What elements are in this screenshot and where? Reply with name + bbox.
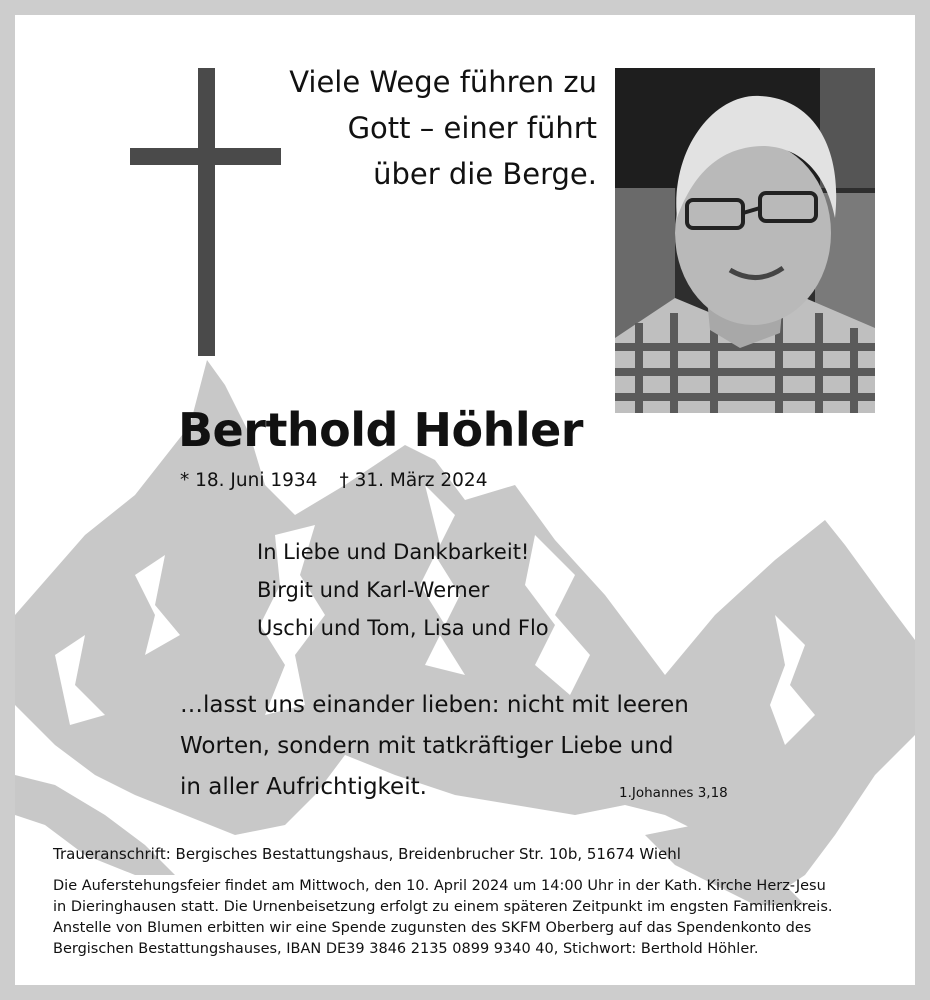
motto-line: Gott – einer führt <box>347 111 597 145</box>
mourners-line: Uschi und Tom, Lisa und Flo <box>257 616 549 640</box>
notice-line: in Dieringhausen statt. Die Urnenbeisetzung erfolgt zu einem späteren Zeitpunkt im engsten Familienkreis. <box>53 899 833 915</box>
notice-line: Die Auferstehungsfeier findet am Mittwoch, den 10. April 2024 um 14:00 Uhr in der Kath. Kirche Herz-Jesu <box>53 878 826 894</box>
verse-line: …lasst uns einander lieben: nicht mit leeren <box>180 692 689 718</box>
birth-date: * 18. Juni 1934 <box>180 470 318 491</box>
motto-line: über die Berge. <box>373 157 597 191</box>
verse-line: Worten, sondern mit tatkräftiger Liebe und <box>180 733 674 759</box>
cross-icon <box>198 68 215 356</box>
deceased-name: Berthold Höhler <box>178 403 583 457</box>
death-date: † 31. März 2024 <box>339 470 488 491</box>
portrait-photo <box>615 68 875 413</box>
verse-line: in aller Aufrichtigkeit. <box>180 774 427 800</box>
mourners-list <box>257 533 549 647</box>
funeral-address: Traueranschrift: Bergisches Bestattungshaus, Breidenbrucher Str. 10b, 51674 Wiehl <box>53 845 681 863</box>
mourners-line: In Liebe und Dankbarkeit! <box>257 540 530 564</box>
life-dates <box>180 470 509 491</box>
funeral-notice <box>53 876 833 960</box>
verse-reference: 1.Johannes 3,18 <box>619 785 728 801</box>
motto-line: Viele Wege führen zu <box>289 65 597 99</box>
motto-quote <box>245 59 597 197</box>
notice-line: Anstelle von Blumen erbitten wir eine Spende zugunsten des SKFM Oberberg auf das Spendenkonto des <box>53 920 812 936</box>
mourners-line: Birgit und Karl-Werner <box>257 578 490 602</box>
obituary-card <box>15 15 915 985</box>
bible-verse <box>180 685 689 808</box>
notice-line: Bergischen Bestattungshauses, IBAN DE39 3846 2135 0899 9340 40, Stichwort: Berthold Höhler. <box>53 941 759 957</box>
